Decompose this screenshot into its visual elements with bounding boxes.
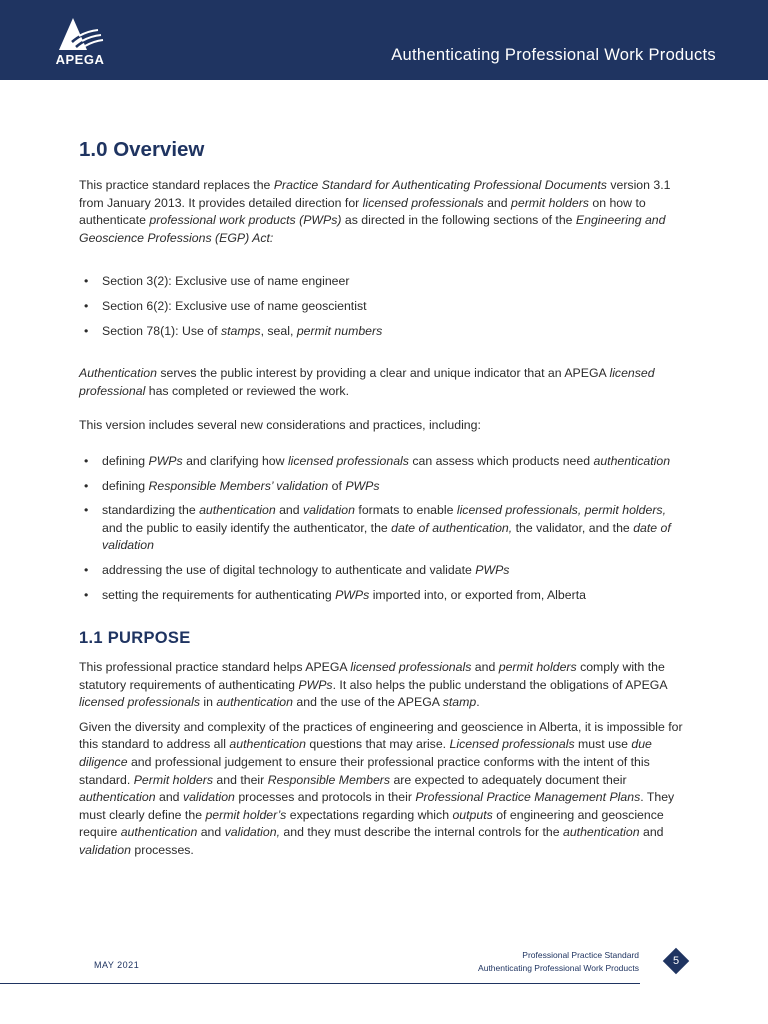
italic-term: authentication [593, 453, 671, 468]
italic-term: permit holder’s [205, 807, 287, 822]
text-run: This professional practice standard helps APEGA [79, 660, 351, 675]
text-run: and [275, 503, 304, 518]
footer-date: MAY 2021 [94, 960, 140, 970]
text-run: on how to authenticate [79, 195, 646, 228]
italic-term: validation [79, 843, 131, 858]
italic-term: authentication [229, 737, 306, 752]
italic-term: validation [182, 790, 235, 805]
text-run: This practice standard replaces the [79, 178, 274, 192]
text-run: setting the requirements for authenticating [102, 587, 336, 602]
text-run: as directed in the following sections of the [341, 213, 576, 228]
text-run: and [197, 825, 225, 840]
italic-term: authentication [79, 790, 156, 805]
text-run: processes. [130, 843, 194, 858]
text-run: of engineering and geoscience require [79, 807, 664, 840]
page-number: 5 [672, 955, 680, 967]
text-run: can assess which products need [408, 453, 594, 468]
purpose-paragraph-1 [79, 659, 689, 712]
text-run: Section 78(1): Use of [102, 323, 221, 338]
text-run: are expected to adequately document their [390, 772, 627, 787]
authentication-paragraph [79, 365, 689, 400]
sections-list [79, 273, 689, 340]
text-run: standardizing the [102, 503, 200, 518]
text-run: . It also helps the public understand the obligations of APEGA [332, 677, 667, 692]
apega-logo-icon [50, 16, 110, 56]
logo-text: APEGA [55, 52, 105, 67]
list-item [79, 273, 689, 291]
italic-term: date of validation [102, 520, 671, 553]
text-run: and the public to easily identify the authenticator, the [102, 520, 392, 535]
italic-term: Licensed professionals [449, 737, 575, 752]
text-run: . [476, 695, 480, 710]
text-run: formats to enable [354, 503, 457, 518]
text-run: , seal, [260, 323, 297, 338]
text-run: Section 3(2): Exclusive use of name engineer [102, 274, 350, 289]
italic-term: authentication [216, 695, 293, 710]
text-run: . They must clearly define the [79, 790, 675, 822]
italic-term: licensed professional [79, 366, 655, 398]
italic-term: PWPs [298, 677, 333, 692]
italic-term: Practice Standard for Authenticating Professional Documents [273, 178, 607, 192]
italic-term: Engineering and Geoscience Professions (EGP) Act: [79, 213, 666, 245]
italic-term: Permit holders [133, 772, 213, 787]
italic-term: licensed professionals [350, 660, 472, 675]
italic-term: outputs [452, 807, 493, 822]
italic-term: validation, [224, 825, 281, 840]
italic-term: professional work products (PWPs) [149, 213, 342, 228]
page-number-badge [664, 949, 688, 973]
italic-term: PWPs [148, 453, 183, 468]
text-run: of [328, 478, 346, 493]
footer-doc-info [478, 949, 639, 975]
text-run: must use [574, 737, 632, 752]
version-paragraph [79, 417, 689, 435]
italic-term: licensed professionals [362, 195, 484, 210]
italic-term: permit numbers [296, 323, 383, 338]
list-item [79, 587, 689, 605]
text-run: and professional judgement to ensure their professional practice conforms with the intent of this standard. [79, 755, 650, 787]
italic-term: authentication [563, 825, 640, 840]
document-title: Authenticating Professional Work Products [391, 46, 716, 64]
text-run: defining [102, 478, 149, 493]
text-run: Section 6(2): Exclusive use of name geoscientist [102, 298, 367, 313]
text-run: defining [102, 453, 149, 468]
text-run: questions that may arise. [305, 737, 450, 752]
text-run: processes and protocols in their [234, 790, 416, 805]
list-item [79, 298, 689, 316]
text-run: in [200, 695, 217, 710]
text-run: has completed or reviewed the work. [145, 383, 349, 398]
italic-term: stamps [220, 323, 261, 338]
text-run: expectations regarding which [286, 807, 453, 822]
italic-term: validation [303, 503, 355, 518]
text-run: Given the diversity and complexity of the practices of engineering and geoscience in Alberta, it is impossible for this standard to address all [79, 719, 683, 752]
changes-list [79, 453, 689, 604]
italic-term: PWPs [475, 562, 510, 577]
italic-term: licensed professionals [287, 453, 409, 468]
footer-line-2: Authenticating Professional Work Products [478, 963, 639, 973]
italic-term: licensed professionals [79, 695, 200, 710]
italic-term: PWPs [345, 478, 380, 493]
italic-term: due diligence [79, 737, 652, 770]
text-run: and their [212, 772, 268, 787]
text-run: comply with the statutory requirements of authenticating [79, 660, 665, 692]
text-run: and clarifying how [182, 453, 288, 468]
italic-term: licensed professionals, permit holders, [456, 503, 666, 518]
text-run: imported into, or exported from, Alberta [369, 587, 586, 602]
list-item [79, 323, 689, 341]
purpose-paragraph-2 [79, 719, 689, 860]
list-item [79, 502, 689, 555]
text-run: and they must describe the internal controls for the [280, 825, 563, 840]
text-run: and [471, 660, 499, 675]
text-run: and [639, 825, 664, 840]
text-run: and [155, 790, 183, 805]
overview-intro-paragraph [79, 177, 689, 247]
italic-term: permit holders [511, 195, 589, 210]
purpose-heading: 1.1 PURPOSE [79, 629, 191, 648]
italic-term: Authentication [79, 366, 157, 381]
italic-term: Professional Practice Management Plans [415, 790, 641, 805]
text-run: version 3.1 from January 2013. It provides detailed direction for [79, 178, 671, 210]
footer-line-1: Professional Practice Standard [522, 950, 639, 960]
italic-term: authentication [120, 825, 198, 840]
page-header [0, 0, 768, 80]
overview-heading: 1.0 Overview [79, 138, 205, 161]
text-run: addressing the use of digital technology to authenticate and validate [102, 562, 476, 577]
italic-term: permit holders [498, 660, 577, 675]
list-item [79, 453, 689, 471]
italic-term: Responsible Members [267, 772, 391, 787]
italic-term: stamp [442, 695, 477, 710]
list-item [79, 478, 689, 496]
text-run: and the use of the APEGA [292, 695, 443, 710]
main-content [79, 138, 689, 860]
italic-term: Responsible Members’ validation [148, 478, 329, 493]
italic-term: date of authentication, [391, 520, 513, 535]
list-item [79, 562, 689, 580]
apega-logo [50, 16, 110, 68]
text-run: the validator, and the [512, 520, 634, 535]
italic-term: authentication [199, 503, 276, 518]
italic-term: PWPs [335, 587, 370, 602]
text-run: This version includes several new considerations and practices, including: [79, 418, 481, 433]
text-run: and [483, 195, 512, 210]
text-run: serves the public interest by providing a clear and unique indicator that an APEGA [156, 366, 610, 381]
footer-divider [0, 983, 640, 984]
